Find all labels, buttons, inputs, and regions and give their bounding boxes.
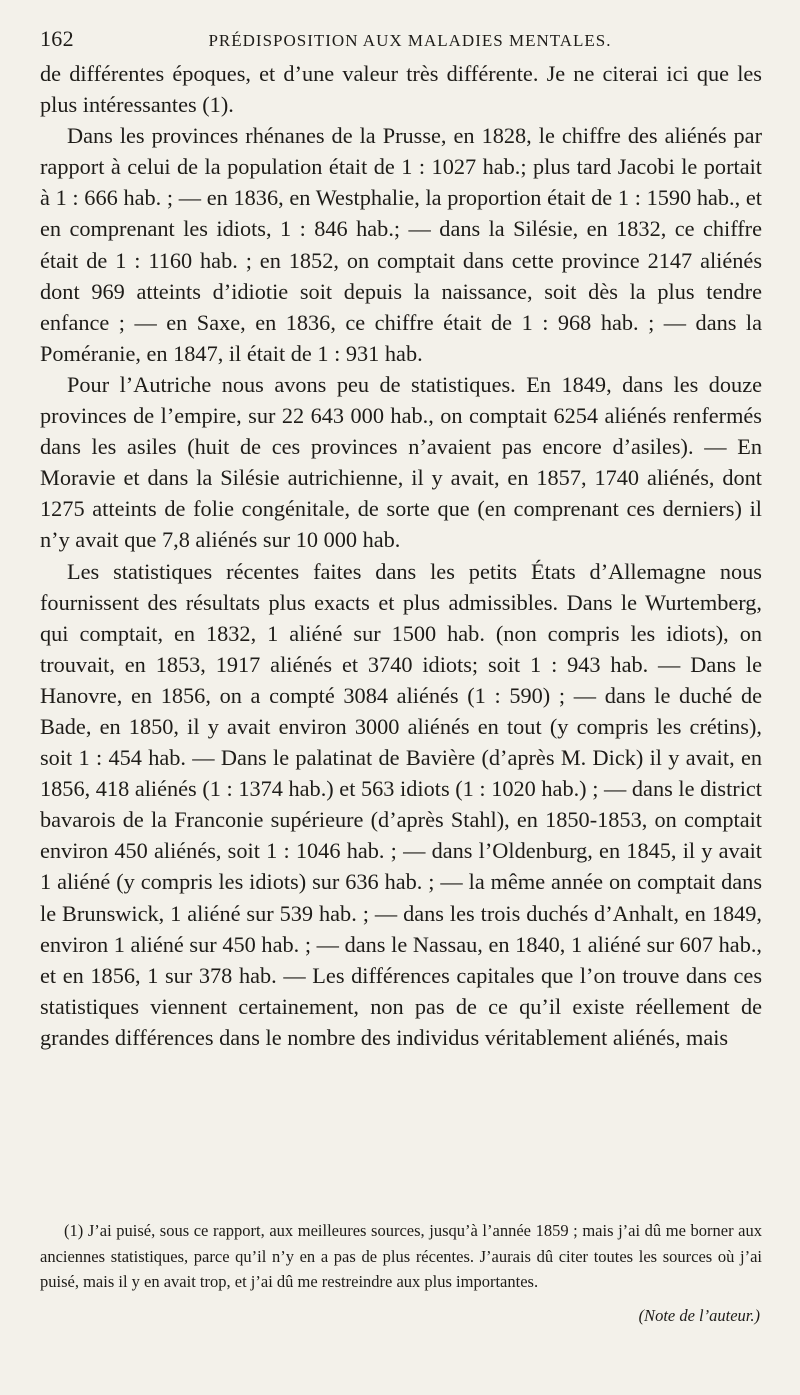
paragraph-prussia: Dans les provinces rhénanes de la Prusse, en 1828, le chiffre des aliénés par rapport à celui de la population était de 1 : 1027 hab.; plus tard Jacobi le portait à 1 : 666 hab. ; — en 1836, en Westphalie, la proportion était de 1 : 1590 hab., et en comprenant les idiots, 1 : 846 hab.; — dans la Silésie, en 1832, ce chiffre était de 1 : 1160 hab. ; en 1852, on comptait dans cette province 2147 aliénés dont 969 atteints d’idiotie soit depuis la naissance, soit dès la plus tendre enfance ; — en Saxe, en 1836, ce chiffre était de 1 : 968 hab. ; — dans la Poméranie, en 1847, il était de 1 : 931 hab.: [40, 123, 762, 366]
paragraph-german-states: Les statistiques récentes faites dans les petits États d’Allemagne nous fournissent des résultats plus exacts et plus admissibles. Dans le Wurtemberg, qui comptait, en 1832, 1 aliéné sur 1500 hab. (non compris les idiots), on trouvait, en 1853, 1917 aliénés et 3740 idiots; soit 1 : 943 hab. — Dans le Hanovre, en 1856, on a compté 3084 aliénés (1 : 590) ; — dans le duché de Bade, en 1850, il y avait environ 3000 aliénés en tout (y compris les crétins), soit 1 : 454 hab. — Dans le palatinat de Bavière (d’après M. Dick) il y avait, en 1856, 418 aliénés (1 : 1374 hab.) et 563 idiots (1 : 1020 hab.) ; — dans le district bavarois de la Franconie supérieure (d’après Stahl), en 1850-1853, on comptait environ 450 aliénés, soit 1 : 1046 hab. ; — dans l’Oldenburg, en 1845, il y avait 1 aliéné (y compris les idiots) sur 636 hab. ; — la même année on comptait dans le Brunswick, 1 aliéné sur 539 hab. ; — dans les trois duchés d’Anhalt, en 1849, environ 1 aliéné sur 450 hab. ; — dans le Nassau, en 1840, 1 aliéné sur 607 hab., et en 1856, 1 sur 378 hab. — Les différences capitales que l’on trouve dans ces statistiques viennent certainement, non pas de ce qu’il existe réellement de grandes différences dans le nombre des individus véritablement aliénés, mais: [40, 558, 762, 1050]
running-header: [40, 26, 762, 58]
paragraph-continuation: de différentes époques, et d’une valeur très différente. Je ne citerai ici que les plus intéressantes (1).: [40, 61, 762, 118]
running-title: PRÉDISPOSITION AUX MALADIES MENTALES.: [208, 31, 612, 50]
body-text: [40, 58, 762, 1053]
book-page: [40, 26, 762, 1053]
footnote-text: (1) J’ai puisé, sous ce rapport, aux meilleures sources, jusqu’à l’année 1859 ; mais j’ai dû me borner aux anciennes statistiques, parce qu’il n’y en a pas de plus récentes. J’aurais dû citer toutes les sources où j’ai puisé, mais il y en avait trop, et j’ai dû me restreindre aux plus importantes.: [40, 1221, 762, 1291]
page-number: 162: [40, 26, 74, 51]
footnote-section: [40, 1218, 762, 1328]
paragraph-austria: Pour l’Autriche nous avons peu de statistiques. En 1849, dans les douze provinces de l’empire, sur 22 643 000 hab., on comptait 6254 aliénés renfermés dans les asiles (huit de ces provinces n’avaient pas encore d’asiles). — En Moravie et dans la Silésie autrichienne, il y avait, en 1857, 1740 aliénés, dont 1275 atteints de folie congénitale, de sorte que (en comprenant ces derniers) il n’y avait que 7,8 aliénés sur 10 000 hab.: [40, 371, 762, 553]
footnote-signature: (Note de l’auteur.): [638, 1305, 760, 1325]
